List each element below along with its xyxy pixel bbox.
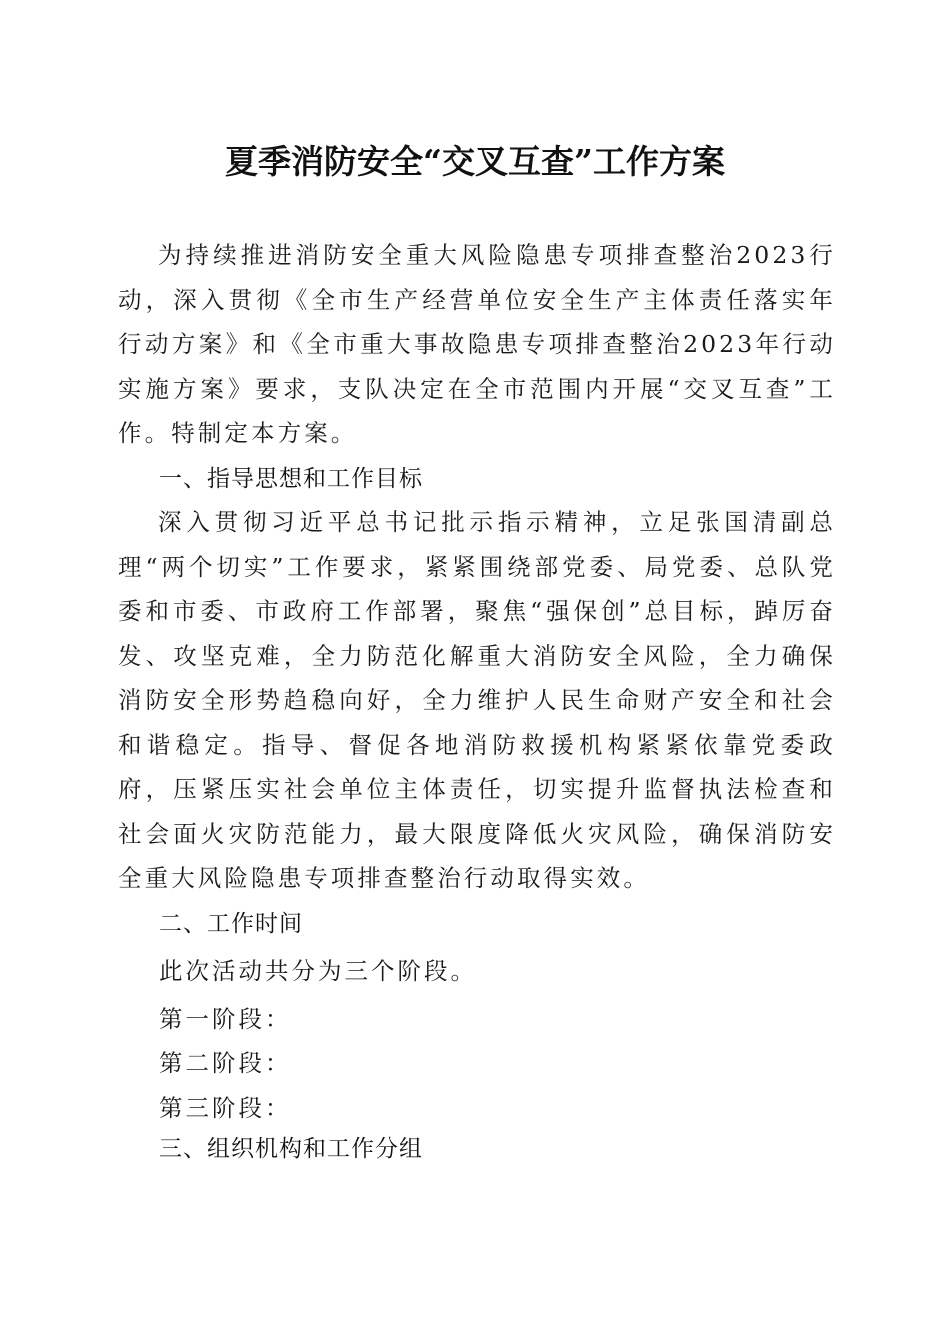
work-time-intro: 此次活动共分为三个阶段。: [159, 957, 477, 985]
intro-paragraph: 为持续推进消防安全重大风险隐患专项排查整治2023行动，深入贯彻《全市生产经营单位安全生产主体责任落实年行动方案》和《全市重大事故隐患专项排查整治2023年行动实施方案》要求，支队决定在全市范围内开展“交叉互查”工作。特制定本方案。: [118, 241, 836, 447]
guiding-principles-paragraph: 深入贯彻习近平总书记批示指示精神，立足张国清副总理“两个切实”工作要求，紧紧围绕部党委、局党委、总队党委和市委、市政府工作部署，聚焦“强保创”总目标，踔厉奋发、攻坚克难，全力防范化解重大消防安全风险，全力确保消防安全形势趋稳向好，全力维护人民生命财产安全和社会和谐稳定。指导、督促各地消防救援机构紧紧依靠党委政府，压紧压实社会单位主体责任，切实提升监督执法检查和社会面火灾防范能力，最大限度降低火灾风险，确保消防安全重大风险隐患专项排查整治行动取得实效。: [118, 508, 836, 892]
section-heading-work-time: 二、工作时间: [159, 911, 303, 937]
section-heading-organization: 三、组织机构和工作分组: [159, 1136, 423, 1162]
section-heading-guiding-principles: 一、指导思想和工作目标: [159, 466, 423, 492]
stage-item: 第三阶段：: [159, 1094, 292, 1122]
stage-item: 第一阶段：: [159, 1005, 292, 1033]
document-title: 夏季消防安全“交叉互查”工作方案: [225, 142, 725, 181]
stage-item: 第二阶段：: [159, 1049, 292, 1077]
